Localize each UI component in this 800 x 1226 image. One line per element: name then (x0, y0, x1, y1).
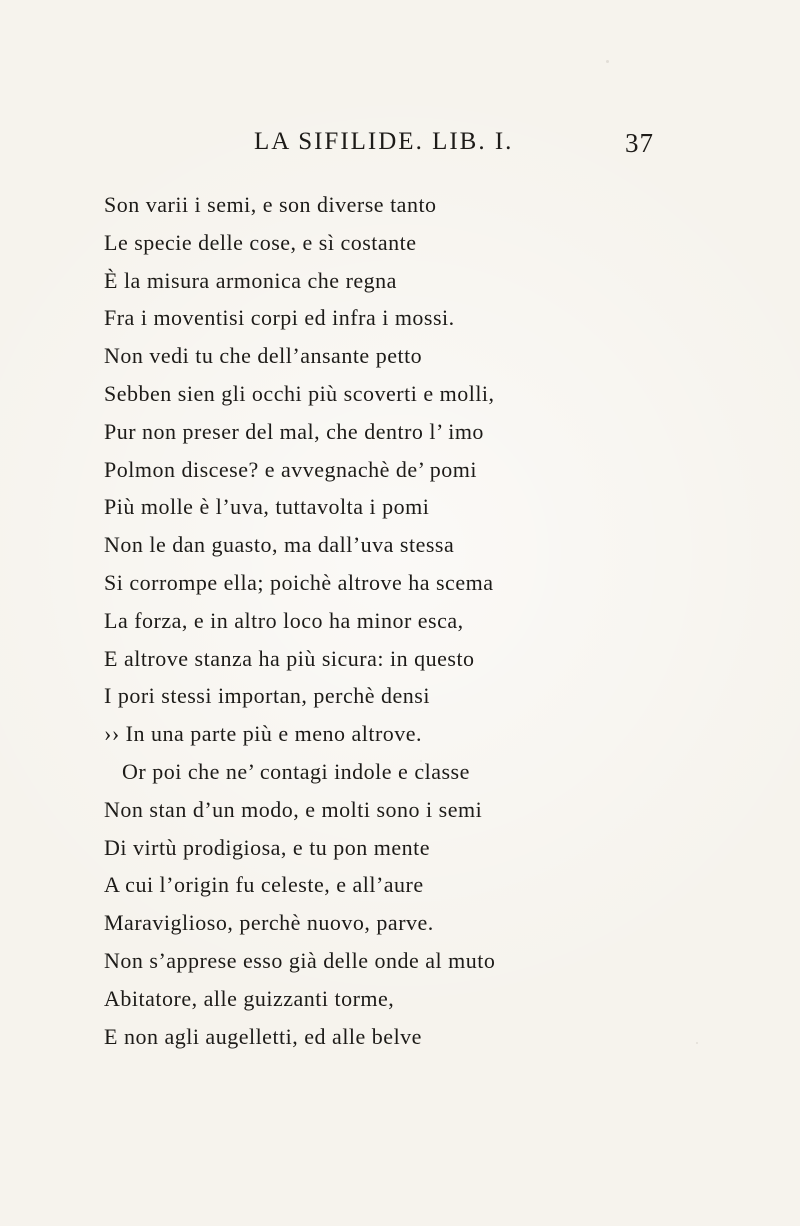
verse-line: Son varii i semi, e son diverse tanto (104, 192, 437, 217)
verse-line: Abitatore, alle guizzanti torme, (104, 985, 395, 1011)
scan-speck (606, 60, 609, 63)
verse-line: Più molle è l’uva, tuttavolta i pomi (104, 494, 430, 520)
verse-line: È la misura armonica che regna (104, 267, 397, 293)
verse-line: Maraviglioso, perchè nuovo, parve. (104, 910, 434, 936)
verse-line: E non agli augelletti, ed alle belve (104, 1023, 422, 1049)
running-title: LA SIFILIDE. LIB. I. (254, 128, 514, 155)
verse-line: Le specie delle cose, e sì costante (104, 229, 417, 255)
verse-line: Fra i moventisi corpi ed infra i mossi. (104, 305, 455, 331)
verse-line: Si corrompe ella; poichè altrove ha scema (104, 569, 494, 595)
verse-line: I pori stessi importan, perchè densi (104, 683, 430, 709)
verse-line: ›› In una parte più e meno altrove. (104, 721, 423, 747)
verse-line: Or poi che ne’ contagi indole e classe (122, 758, 470, 784)
verse-line: Polmon discese? e avvegnachè de’ pomi (104, 456, 478, 482)
verse-line: Pur non preser del mal, che dentro l’ imo (104, 418, 484, 444)
verse-line: Non stan d’un modo, e molti sono i semi (104, 796, 483, 822)
scan-speck (696, 1042, 698, 1044)
verse-line: Sebben sien gli occhi più scoverti e molli, (104, 380, 495, 406)
scan-speck (420, 760, 422, 762)
verse-line: E altrove stanza ha più sicura: in questo (104, 645, 475, 671)
verse-line: Non vedi tu che dell’ansante petto (104, 343, 423, 369)
poem-text (104, 186, 604, 1055)
verse-line: Di virtù prodigiosa, e tu pon mente (104, 834, 431, 860)
verse-line: A cui l’origin fu celeste, e all’aure (104, 872, 424, 898)
page-header (254, 128, 654, 160)
verse-line: La forza, e in altro loco ha minor esca, (104, 607, 464, 633)
verse-line: Non s’apprese esso già delle onde al muto (104, 947, 496, 973)
page-number: 37 (625, 128, 654, 158)
verse-line: Non le dan guasto, ma dall’uva stessa (104, 532, 455, 558)
